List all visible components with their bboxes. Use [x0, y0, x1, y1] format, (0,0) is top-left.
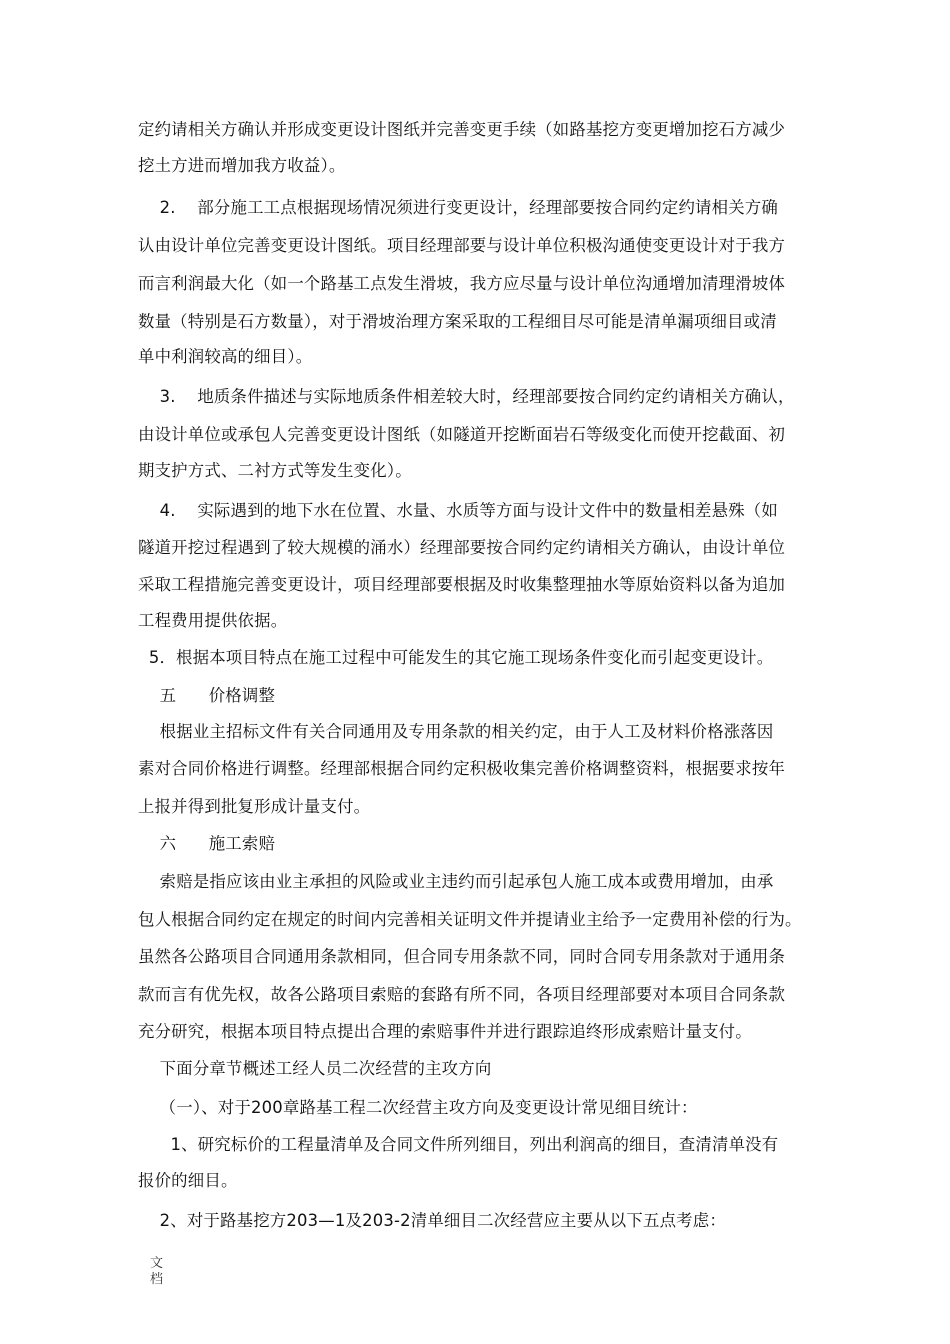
paragraph-line: 五 价格调整	[138, 686, 276, 705]
paragraph-line: 3. 地质条件描述与实际地质条件相差较大时，经理部要按合同约定约请相关方确认，	[138, 387, 795, 406]
paragraph-line: 六 施工索赔	[138, 834, 276, 853]
paragraph-line: 下面分章节概述工经人员二次经营的主攻方向	[138, 1059, 492, 1078]
paragraph-line: 数量（特别是石方数量），对于滑坡治理方案采取的工程细目尽可能是清单漏项细目或清	[138, 312, 777, 331]
paragraph-line: 由设计单位或承包人完善变更设计图纸（如隧道开挖断面岩石等级变化而使开挖截面、初	[138, 425, 786, 444]
paragraph-line: （一）、对于200章路基工程二次经营主攻方向及变更设计常见细目统计：	[138, 1098, 698, 1117]
paragraph-line: 1、研究标价的工程量清单及合同文件所列细目，列出利润高的细目，查清清单没有	[138, 1135, 779, 1154]
footer-text: 档	[150, 1272, 164, 1287]
paragraph-line: 采取工程措施完善变更设计，项目经理部要根据及时收集整理抽水等原始资料以备为追加	[138, 575, 786, 594]
paragraph-line: 5．根据本项目特点在施工过程中可能发生的其它施工现场条件变化而引起变更设计。	[138, 648, 774, 667]
paragraph-line: 包人根据合同约定在规定的时间内完善相关证明文件并提请业主给予一定费用补偿的行为。	[138, 910, 802, 929]
paragraph-line: 报价的细目。	[138, 1171, 238, 1190]
paragraph-line: 2. 部分施工工点根据现场情况须进行变更设计，经理部要按合同约定约请相关方确	[138, 198, 778, 217]
paragraph-line: 上报并得到批复形成计量支付。	[138, 797, 371, 816]
paragraph-line: 单中利润较高的细目）。	[138, 347, 313, 366]
paragraph-line: 4. 实际遇到的地下水在位置、水量、水质等方面与设计文件中的数量相差悬殊（如	[138, 501, 778, 520]
paragraph-line: 期支护方式、二衬方式等发生变化）。	[138, 461, 412, 480]
paragraph-line: 隧道开挖过程遇到了较大规模的涌水）经理部要按合同约定约请相关方确认，由设计单位	[138, 538, 786, 557]
paragraph-line: 挖土方进而增加我方收益）。	[138, 156, 346, 175]
paragraph-line: 而言利润最大化（如一个路基工点发生滑坡，我方应尽量与设计单位沟通增加清理滑坡体	[138, 274, 786, 293]
paragraph-line: 定约请相关方确认并形成变更设计图纸并完善变更手续（如路基挖方变更增加挖石方减少	[138, 120, 786, 139]
footer-text: 文	[150, 1256, 164, 1271]
paragraph-line: 根据业主招标文件有关合同通用及专用条款的相关约定，由于人工及材料价格涨落因	[138, 722, 774, 741]
paragraph-line: 充分研究，根据本项目特点提出合理的索赔事件并进行跟踪追终形成索赔计量支付。	[138, 1022, 752, 1041]
paragraph-line: 认由设计单位完善变更设计图纸。项目经理部要与设计单位积极沟通使变更设计对于我方	[138, 236, 786, 255]
paragraph-line: 工程费用提供依据。	[138, 611, 288, 630]
paragraph-line: 款而言有优先权，故各公路项目索赔的套路有所不同，各项目经理部要对本项目合同条款	[138, 985, 786, 1004]
paragraph-line: 2、对于路基挖方203—1及203-2清单细目二次经营应主要从以下五点考虑：	[138, 1211, 726, 1230]
paragraph-line: 素对合同价格进行调整。经理部根据合同约定积极收集完善价格调整资料，根据要求按年	[138, 759, 786, 778]
paragraph-line: 索赔是指应该由业主承担的风险或业主违约而引起承包人施工成本或费用增加，由承	[138, 872, 774, 891]
paragraph-line: 虽然各公路项目合同通用条款相同，但合同专用条款不同，同时合同专用条款对于通用条	[138, 947, 786, 966]
